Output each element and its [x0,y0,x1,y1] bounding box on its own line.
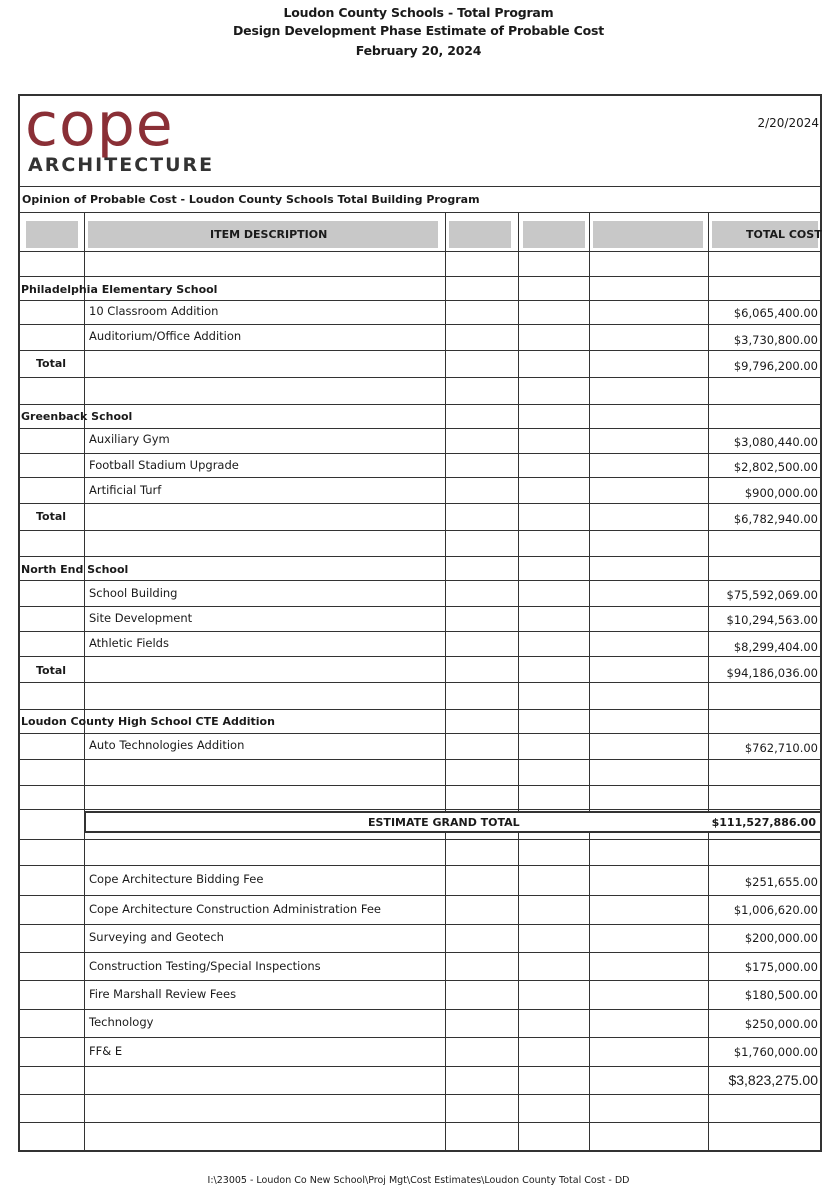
total-label: Total [36,664,67,677]
row-line [18,656,822,657]
item-cost: $2,802,500.00 [733,460,818,474]
fee-description: Surveying and Geotech [89,930,224,944]
total-label: Total [36,510,67,523]
row-line [18,839,822,840]
item-cost: $8,299,404.00 [733,640,818,654]
section-title: North End School [21,563,129,576]
grand-total-box [84,811,822,833]
row-line [18,952,822,953]
section-total: $94,186,036.00 [726,666,818,680]
cost-table [18,213,822,1152]
row-line [18,709,822,710]
row-line [18,453,822,454]
logo-word: cope [25,90,174,160]
fee-cost: $1,006,620.00 [733,903,818,917]
row-line [18,428,822,429]
row-line [18,404,822,405]
row-line [18,785,822,786]
row-line [18,980,822,981]
row-line [18,580,822,581]
row-line [18,924,822,925]
column-header-description: ITEM DESCRIPTION [210,228,328,241]
row-line [18,631,822,632]
file-path-footer: I:\23005 - Loudon Co New School\Proj Mgt\Cost Estimates\Loudon County Total Cost - DD [207,1175,630,1186]
fee-cost: $251,655.00 [744,875,818,889]
row-line [18,606,822,607]
cope-architecture-logo [25,90,215,176]
item-cost: $10,294,563.00 [726,613,818,627]
total-label: Total [36,357,67,370]
row-line [18,1066,822,1067]
fee-cost: $175,000.00 [744,960,818,974]
item-description: Auxiliary Gym [89,432,170,446]
report-subtitle: Design Development Phase Estimate of Probable Cost [233,23,604,38]
report-date: February 20, 2024 [355,43,482,58]
header-cell-blank [523,221,585,248]
opinion-title: Opinion of Probable Cost - Loudon County Schools Total Building Program [22,193,480,206]
item-description: Auto Technologies Addition [89,738,245,752]
fee-cost: $1,760,000.00 [733,1045,818,1059]
row-line [18,1122,822,1123]
item-description: 10 Classroom Addition [89,304,219,318]
sheet-date: 2/20/2024 [757,116,819,130]
row-line [18,556,822,557]
fee-description: FF& E [89,1044,123,1058]
item-cost: $3,080,440.00 [733,435,818,449]
row-line [18,865,822,866]
item-description: Auditorium/Office Addition [89,329,242,343]
item-cost: $75,592,069.00 [726,588,818,602]
row-line [18,809,822,810]
item-cost: $3,730,800.00 [733,333,818,347]
fees-total: $3,823,275.00 [728,1072,818,1088]
item-cost: $762,710.00 [744,741,818,755]
row-line [18,759,822,760]
item-description: Football Stadium Upgrade [89,458,239,472]
row-line [18,1009,822,1010]
row-line [18,377,822,378]
fee-cost: $180,500.00 [744,988,818,1002]
fee-description: Technology [89,1015,154,1029]
fee-cost: $200,000.00 [744,931,818,945]
section-title: Loudon County High School CTE Addition [21,715,275,728]
fee-description: Fire Marshall Review Fees [89,987,237,1001]
item-description: Site Development [89,611,193,625]
fee-description: Construction Testing/Special Inspections [89,959,321,973]
report-title: Loudon County Schools - Total Program [283,5,554,20]
item-cost: $900,000.00 [744,486,818,500]
row-line [18,682,822,683]
row-line [18,530,822,531]
section-title: Philadelphia Elementary School [21,283,218,296]
section-total: $9,796,200.00 [733,359,818,373]
row-line [18,1094,822,1095]
header-cell-blank [26,221,78,248]
header-cell-blank [449,221,511,248]
row-line [18,350,822,351]
row-line [18,733,822,734]
row-line [18,300,822,301]
section-total: $6,782,940.00 [733,512,818,526]
fee-description: Cope Architecture Construction Administration Fee [89,902,381,916]
item-cost: $6,065,400.00 [733,306,818,320]
row-line [18,251,822,252]
fee-description: Cope Architecture Bidding Fee [89,872,264,886]
row-line [18,895,822,896]
row-line [18,324,822,325]
item-description: School Building [89,586,178,600]
row-line [18,477,822,478]
grand-total-label: ESTIMATE GRAND TOTAL [368,816,520,829]
column-header-total: TOTAL COST [746,228,822,241]
row-line [18,276,822,277]
item-description: Artificial Turf [89,483,162,497]
row-line [18,503,822,504]
section-title: Greenback School [21,410,133,423]
divider [18,186,822,187]
logo-subtitle: ARCHITECTURE [28,154,215,176]
fee-cost: $250,000.00 [744,1017,818,1031]
item-description: Athletic Fields [89,636,169,650]
header-cell-blank [593,221,703,248]
row-line [18,1037,822,1038]
grand-total-value: $111,527,886.00 [711,816,816,829]
